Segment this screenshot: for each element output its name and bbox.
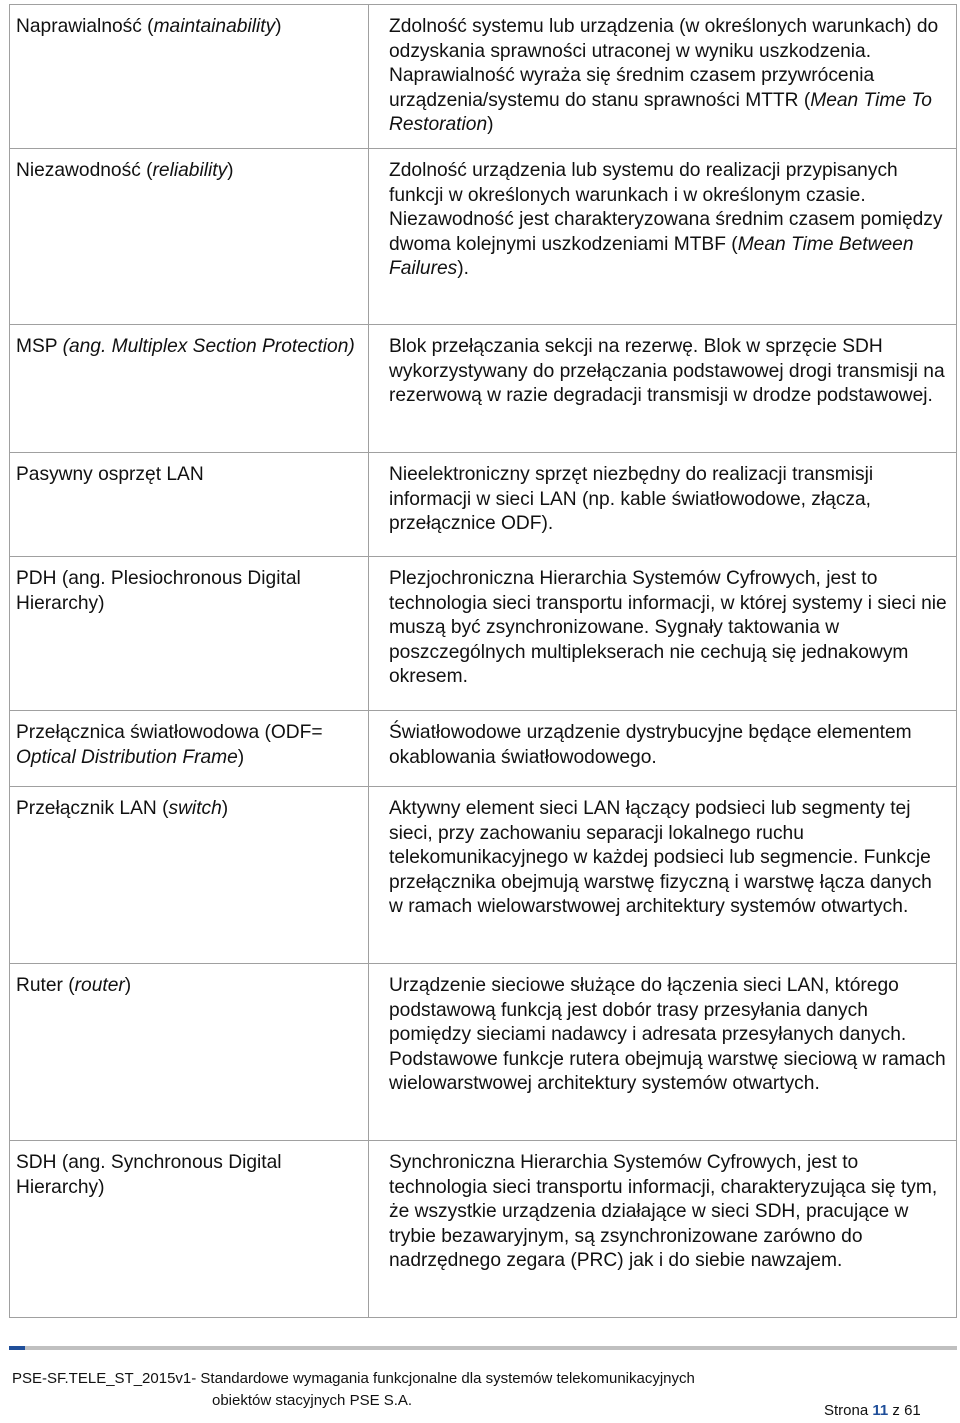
footer-document-title: PSE-SF.TELE_ST_2015v1- Standardowe wymagania funkcjonalne dla systemów telekomunikacyjnych: [12, 1370, 695, 1387]
text-segment: Blok przełączania sekcji na rezerwę. Blok w sprzęcie SDH wykorzystywany do przełączania podstawowej drogi transmisji na rezerwową w razie degradacji transmisji w drodze podstawowej.: [389, 336, 945, 407]
text-segment: Niezawodność (: [16, 160, 153, 181]
definition-cell: [369, 149, 957, 325]
text-segment: ): [221, 798, 229, 819]
footer-document-subtitle: obiektów stacyjnych PSE S.A.: [212, 1392, 413, 1409]
definition-text: [389, 1152, 937, 1271]
definition-cell: [369, 711, 957, 787]
footer-divider-accent: [9, 1346, 25, 1350]
text-segment: ).: [457, 258, 469, 280]
term-cell: [10, 453, 369, 557]
text-segment: Urządzenie sieciowe służące do łączenia sieci LAN, którego podstawową funkcją jest dobór trasy przesyłania danych pomiędzy sieciami nadawcy i adresata przesyłanych danych. Podstawowe funkcje rutera obejmują warstwę sieciową w ramach wielowarstwowej architektury systemów otwartych.: [389, 975, 946, 1095]
term-cell: [10, 149, 369, 325]
definition-cell: [369, 5, 957, 149]
term-cell: [10, 964, 369, 1141]
term-cell: [10, 5, 369, 149]
table-row: [10, 787, 957, 964]
definition-cell: [369, 453, 957, 557]
definition-cell: [369, 1141, 957, 1318]
text-segment: ): [237, 746, 245, 768]
definition-text: [389, 336, 945, 406]
term-cell: [10, 1141, 369, 1318]
page-number: [824, 1402, 921, 1420]
text-segment: Ruter (: [16, 975, 75, 996]
term-text: [16, 568, 301, 614]
term-cell: [10, 711, 369, 787]
italic-text-segment: switch: [168, 798, 222, 819]
definition-text: [389, 464, 873, 534]
page-total: 61: [904, 1402, 921, 1419]
term-text: [16, 464, 204, 485]
definition-cell: [369, 787, 957, 964]
definition-text: [389, 160, 942, 279]
term-text: [16, 336, 355, 357]
page-separator: z: [888, 1402, 905, 1419]
text-segment: Plezjochroniczna Hierarchia Systemów Cyfrowych, jest to technologia sieci transportu informacji, w której systemy i sieci nie muszą być zsynchronizowane. Sygnały taktowania w poszczególnych multiplekserach nie cechują się jednakowym okresem.: [389, 568, 947, 688]
glossary-table: [9, 4, 957, 1318]
italic-text-segment: Optical Distribution Frame: [16, 746, 238, 768]
term-text: [16, 16, 282, 37]
text-segment: Zdolność systemu lub urządzenia (w określonych warunkach) do odzyskania sprawności utraconej w wyniku uszkodzenia. Naprawialność wyraża się średnim czasem przywrócenia urządzenia/systemu do stanu sprawności MTTR (: [389, 16, 939, 111]
definition-text: [389, 975, 946, 1094]
page-current: 11: [872, 1402, 889, 1419]
table-row: [10, 325, 957, 453]
table-row: [10, 964, 957, 1141]
footer-divider: [9, 1346, 957, 1350]
table-row: [10, 453, 957, 557]
definition-cell: [369, 325, 957, 453]
table-row: [10, 5, 957, 149]
definition-text: [389, 722, 912, 768]
italic-text-segment: (ang. Multiplex Section Protection): [62, 336, 355, 357]
definition-text: [389, 798, 932, 917]
term-text: [16, 975, 131, 996]
text-segment: ): [124, 975, 132, 996]
text-segment: ): [487, 114, 494, 136]
term-text: [16, 722, 323, 768]
term-text: [16, 798, 228, 819]
text-segment: Nieelektroniczny sprzęt niezbędny do realizacji transmisji informacji w sieci LAN (np. kable światłowodowe, złącza, przełącznice ODF).: [389, 464, 874, 535]
text-segment: SDH (ang. Synchronous Digital Hierarchy): [16, 1152, 282, 1198]
italic-text-segment: Mean Time To Restoration: [389, 89, 932, 136]
page-prefix: Strona: [824, 1402, 873, 1419]
italic-text-segment: reliability: [152, 160, 228, 181]
term-cell: [10, 787, 369, 964]
italic-text-segment: Mean Time Between Failures: [389, 233, 914, 280]
term-cell: [10, 557, 369, 711]
text-segment: Synchroniczna Hierarchia Systemów Cyfrowych, jest to technologia sieci transportu informacji, charakteryzująca się tym, że wszystkie urządzenia działające w sieci SDH, pracujące w trybie bezawaryjnym, są zsynchronizowane zarówno do nadrzędnego zegara (PRC) jak i do siebie nawzajem.: [389, 1152, 938, 1272]
text-segment: Zdolność urządzenia lub systemu do realizacji przypisanych funkcji w określonych warunkach i w określonym czasie. Niezawodność jest charakteryzowana średnim czasem pomiędzy dwoma kolejnymi uszkodzeniami MTBF (: [389, 160, 943, 255]
definition-text: [389, 568, 947, 687]
definition-text: [389, 16, 938, 135]
term-cell: [10, 325, 369, 453]
text-segment: Przełącznica światłowodowa (ODF=: [16, 722, 323, 743]
text-segment: MSP: [16, 336, 63, 357]
text-segment: Pasywny osprzęt LAN: [16, 464, 204, 485]
text-segment: Światłowodowe urządzenie dystrybucyjne będące elementem okablowania światłowodowego.: [389, 722, 912, 768]
text-segment: ): [275, 16, 282, 37]
text-segment: Aktywny element sieci LAN łączący podsieci lub segmenty tej sieci, przy zachowaniu separacji lokalnego ruchu telekomunikacyjnego w każdej podsieci lub segmencie. Funkcje przełącznika obejmują warstwę fizyczną i warstwę łącza danych w ramach wielowarstwowej architektury systemów otwartych.: [389, 798, 932, 918]
table-row: [10, 149, 957, 325]
definition-cell: [369, 557, 957, 711]
table-row: [10, 711, 957, 787]
text-segment: PDH (ang. Plesiochronous Digital Hierarchy): [16, 568, 301, 614]
table-row: [10, 557, 957, 711]
definition-cell: [369, 964, 957, 1141]
text-segment: ): [227, 160, 234, 181]
text-segment: Naprawialność (: [16, 16, 154, 37]
italic-text-segment: router: [74, 975, 125, 996]
text-segment: Przełącznik LAN (: [16, 798, 169, 819]
italic-text-segment: maintainability: [153, 16, 276, 37]
table-row: [10, 1141, 957, 1318]
term-text: [16, 1152, 282, 1198]
term-text: [16, 160, 234, 181]
